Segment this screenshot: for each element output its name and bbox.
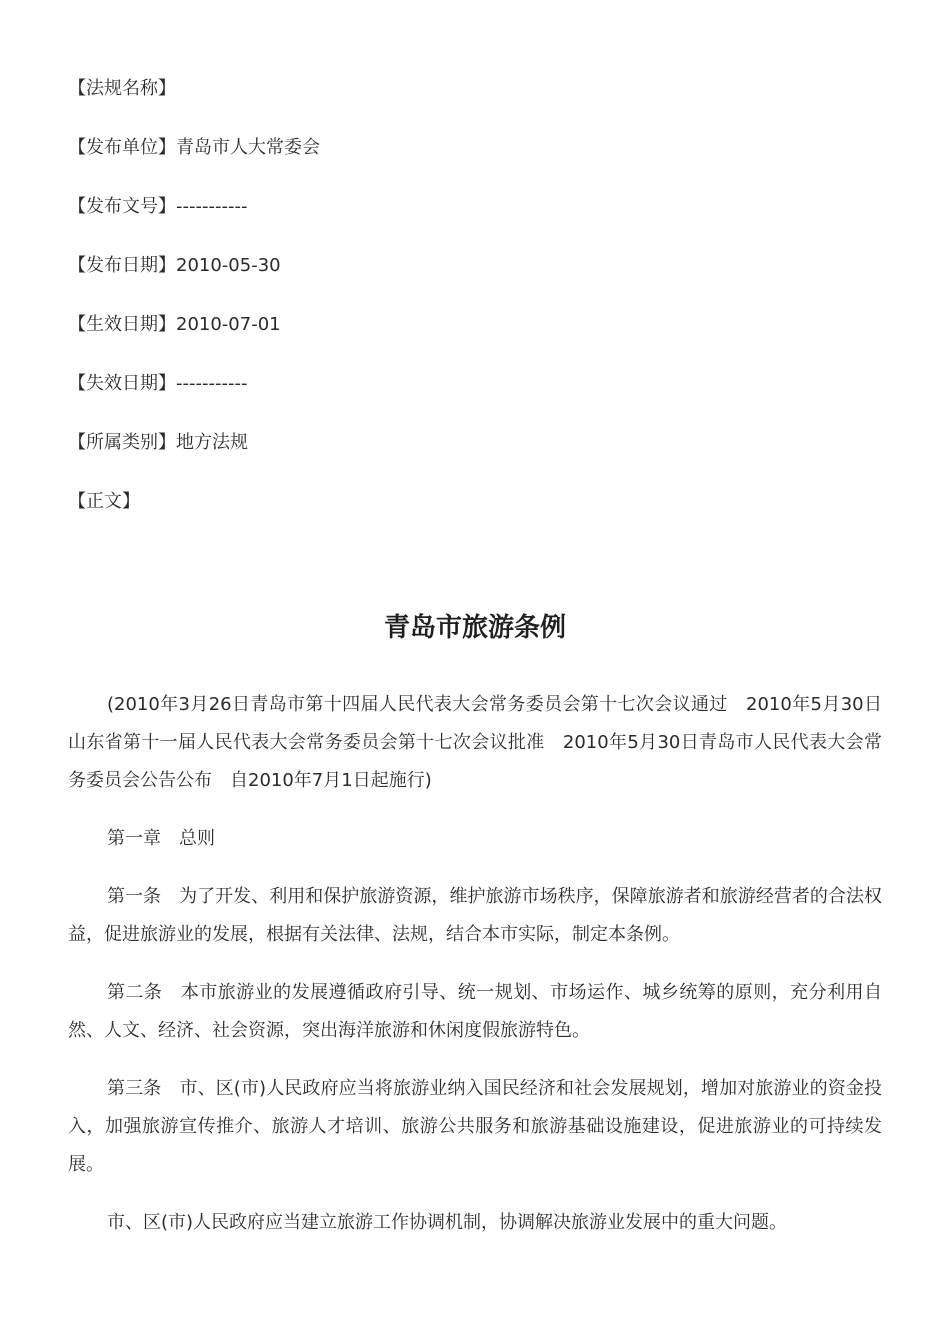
meta-value: 2010-07-01 — [176, 314, 281, 335]
meta-row-publish-date — [68, 253, 888, 312]
meta-label: 【正文】 — [68, 491, 140, 512]
meta-label: 【失效日期】 — [68, 373, 176, 394]
meta-value: 青岛市人大常委会 — [176, 137, 320, 158]
article-3-paragraph-2: 市、区(市)人民政府应当建立旅游工作协调机制，协调解决旅游业发展中的重大问题。 — [107, 1212, 788, 1233]
document-body — [68, 686, 882, 1262]
meta-row-expiry-date — [68, 371, 888, 430]
meta-value: ----------- — [176, 373, 248, 394]
meta-row-issuing-unit — [68, 135, 888, 194]
chapter-heading: 第一章 总则 — [107, 828, 215, 849]
meta-label: 【发布文号】 — [68, 196, 176, 217]
meta-row-regulation-name — [68, 76, 888, 135]
metadata-list — [68, 76, 888, 548]
meta-row-document-number — [68, 194, 888, 253]
preamble-paragraph: (2010年3月26日青岛市第十四届人民代表大会常务委员会第十七次会议通过 2010年5月30日山东省第十一届人民代表大会常务委员会第十七次会议批准 2010年5月30日青岛市人民代表大会常务委员会公告公布 自2010年7月1日起施行) — [68, 694, 882, 791]
meta-row-category — [68, 430, 888, 489]
meta-value: 2010-05-30 — [176, 255, 281, 276]
article-2: 第二条 本市旅游业的发展遵循政府引导、统一规划、市场运作、城乡统筹的原则，充分利用自然、人文、经济、社会资源，突出海洋旅游和休闲度假旅游特色。 — [68, 982, 882, 1041]
meta-label: 【生效日期】 — [68, 314, 176, 335]
meta-label: 【发布日期】 — [68, 255, 176, 276]
meta-value: 地方法规 — [176, 432, 248, 453]
meta-label: 【发布单位】 — [68, 137, 176, 158]
meta-value: ----------- — [176, 196, 248, 217]
meta-label: 【所属类别】 — [68, 432, 176, 453]
article-3: 第三条 市、区(市)人民政府应当将旅游业纳入国民经济和社会发展规划，增加对旅游业的资金投入，加强旅游宣传推介、旅游人才培训、旅游公共服务和旅游基础设施建设，促进旅游业的可持续发展。 — [68, 1078, 882, 1175]
meta-label: 【法规名称】 — [68, 78, 176, 99]
article-1: 第一条 为了开发、利用和保护旅游资源，维护旅游市场秩序，保障旅游者和旅游经营者的合法权益，促进旅游业的发展，根据有关法律、法规，结合本市实际，制定本条例。 — [68, 886, 882, 945]
document-title: 青岛市旅游条例 — [383, 613, 566, 643]
meta-row-effective-date — [68, 312, 888, 371]
meta-row-body — [68, 489, 888, 548]
